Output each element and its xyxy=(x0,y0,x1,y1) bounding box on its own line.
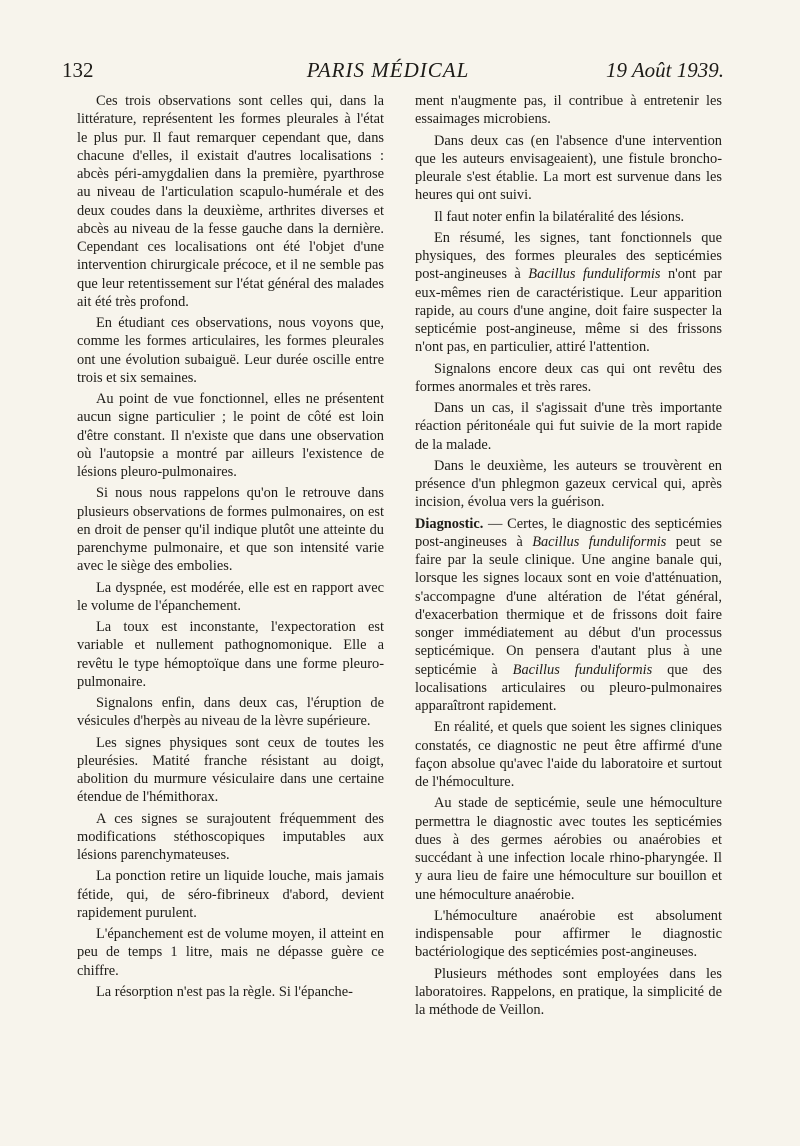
paragraph: Si nous nous rappelons qu'on le retrouve dans plusieurs observations de formes pulmonaires, on est en droit de penser qu'il indique plutôt une atteinte du parenchyme pulmonaire, et que son intensité varie avec le siège des embolies. xyxy=(77,485,384,575)
paragraph: Signalons enfin, dans deux cas, l'éruption de vésicules d'herpès au niveau de la lèvre supérieure. xyxy=(77,695,384,730)
paragraph: Plusieurs méthodes sont employées dans les laboratoires. Rappelons, en pratique, la simplicité de la méthode de Veillon. xyxy=(415,965,722,1018)
left-column xyxy=(77,92,384,1004)
running-header xyxy=(52,58,724,92)
paragraph: En étudiant ces observations, nous voyons que, comme les formes articulaires, les formes pleurales ont une évolution subaiguë. Leur durée oscille entre trois et six semaines. xyxy=(77,315,384,386)
page-number: 132 xyxy=(62,58,94,82)
paragraph: Signalons encore deux cas qui ont revêtu des formes anormales et très rares. xyxy=(415,360,722,395)
paragraph: Dans un cas, il s'agissait d'une très importante réaction péritonéale qui fut suivie de la mort rapide de la malade. xyxy=(415,400,722,453)
paragraph: Dans le deuxième, les auteurs se trouvèrent en présence d'un phlegmon gazeux cervical qui, après incision, évolua vers la guérison. xyxy=(415,457,722,511)
text-run: n'ont par eux-mêmes rien de caractéristique. Leur apparition rapide, au cours d'une angine, doit faire suspecter la septicémie post-angineuse, même si des frissons n'ont pas, en particulier, attiré l'attention. xyxy=(415,266,722,356)
journal-title: PARIS MÉDICAL xyxy=(306,58,470,82)
issue-date: 19 Août 1939. xyxy=(605,58,724,82)
paragraph xyxy=(415,229,722,357)
paragraph: Ces trois observations sont celles qui, dans la littérature, représentent les formes pleurales à l'état le plus pur. Il faut remarquer cependant que, dans chacune d'elles, il existait d'autres localisations : abcès péri-amygdalien dans la première, pyarthrose au niveau de l'articulation scapulo-humérale et des deux coudes dans la deuxième, arthrites diverses et abcès au niveau de la fesse gauche dans la dernière. Cependant ces localisations ont été l'objet d'une intervention chirurgicale précoce, et il ne semble pas que leur retentissement sur l'état général des malades ait été très profond. xyxy=(77,93,384,310)
paragraph: L'hémoculture anaérobie est absolument indispensable pour affirmer le diagnostic bactériologique des septicémies post-angineuses. xyxy=(415,907,722,961)
text-run: que des localisations articulaires ou pleuro-pulmonaires apparaîtront rapidement. xyxy=(415,661,722,714)
paragraph: Au stade de septicémie, seule une hémoculture permettra le diagnostic avec toutes les septicémies dues à des germes aérobies ou anaérobies et succédant à une infection locale rhino-pharyngée. Il y aura lieu de faire une hémoculture sur bouillon et une hémoculture anaérobie. xyxy=(415,795,722,903)
paragraph: La ponction retire un liquide louche, mais jamais fétide, qui, de séro-fibrineux d'abord, devient rapidement purulent. xyxy=(77,868,384,921)
paragraph: La résorption n'est pas la règle. Si l'épanche- xyxy=(96,983,353,1000)
paragraph: Il faut noter enfin la bilatéralité des lésions. xyxy=(434,208,685,225)
diagnostic-paragraph xyxy=(415,515,722,716)
paragraph: Dans deux cas (en l'absence d'une intervention que les auteurs envisageaient), une fistule broncho-pleurale s'est établie. La mort est survenue dans les heures qui ont suivi. xyxy=(415,132,722,204)
text-run: — Certes, le diagnostic des septicémies post-angineuses à xyxy=(415,515,722,550)
paragraph: En réalité, et quels que soient les signes cliniques constatés, ce diagnostic ne peut être affirmé d'une façon absolue qu'avec l'aide du laboratoire et surtout de l'hémoculture. xyxy=(415,719,722,790)
paragraph: L'épanchement est de volume moyen, il atteint en peu de temps 1 litre, mais ne dépasse guère ce chiffre. xyxy=(77,926,384,979)
text-run: En résumé, les signes, tant fonctionnels que physiques, des formes pleurales des septicémies post-angineuses à xyxy=(415,229,722,283)
species-name: Bacillus funduliformis xyxy=(512,661,653,678)
text-run: peut se faire par la seule clinique. Une angine banale qui, lorsque les signes locaux sont en voie d'atténuation, s'accompagne d'une altération de l'état général, d'exacerbation thermique et de frissons doit faire songer immédiatement au début d'un processus septicémique. On pensera d'autant plus à une septicémie à xyxy=(415,533,722,678)
right-column xyxy=(415,92,722,1022)
paragraph: La dyspnée, est modérée, elle est en rapport avec le volume de l'épanchement. xyxy=(77,579,384,614)
species-name: Bacillus funduliformis xyxy=(532,533,667,550)
paragraph-continuation: ment n'augmente pas, il contribue à entretenir les essaimages microbiens. xyxy=(415,93,722,128)
paragraph: Les signes physiques sont ceux de toutes les pleurésies. Matité franche résistant au doigt, abolition du murmure vésiculaire dans une certaine étendue de l'hémithorax. xyxy=(77,734,384,806)
section-keyword: Diagnostic. xyxy=(415,515,484,532)
paragraph: Au point de vue fonctionnel, elles ne présentent aucun signe particulier ; le point de côté est loin d'être constant. Il n'existe que dans une observation où l'autopsie a montré par ailleurs l'existence de lésions pleuro-pulmonaires. xyxy=(77,391,384,480)
paragraph: La toux est inconstante, l'expectoration est variable et nullement pathognomonique. Elle a revêtu le type hémoptoïque dans une forme pleuro-pulmonaire. xyxy=(77,619,384,690)
species-name: Bacillus funduliformis xyxy=(528,266,661,283)
paragraph: A ces signes se surajoutent fréquemment des modifications stéthoscopiques imputables aux lésions parenchymateuses. xyxy=(77,810,384,863)
